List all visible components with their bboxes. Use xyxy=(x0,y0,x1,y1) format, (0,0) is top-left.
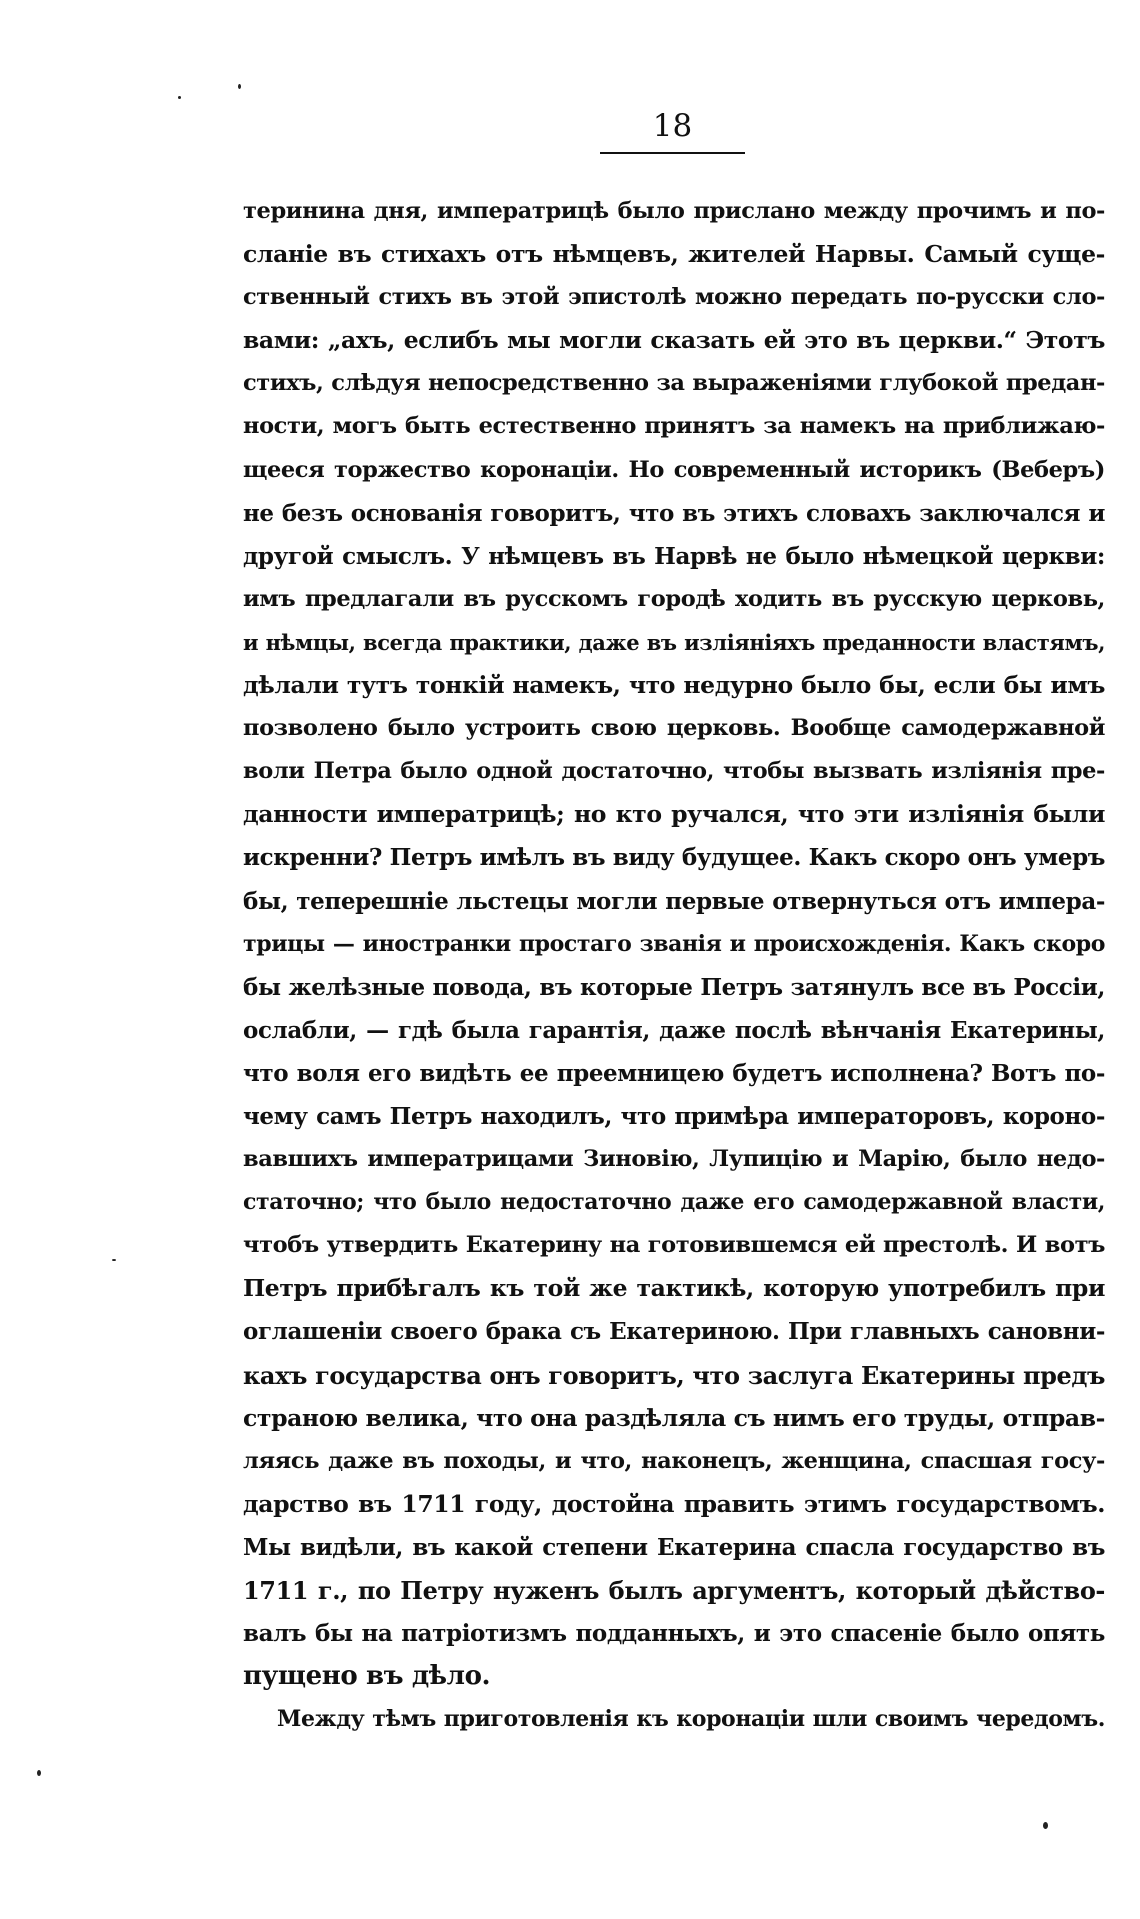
body-text xyxy=(243,190,1105,1741)
text-line: дѣлали тутъ тонкій намекъ, что недурно было бы, если бы имъ xyxy=(243,671,1105,700)
text-line: стихъ, слѣдуя непосредственно за выраженіями глубокой предан- xyxy=(243,370,1105,397)
paragraph xyxy=(243,1698,1105,1741)
text-line: Петръ прибѣгалъ къ той же тактикѣ, которую употребилъ при xyxy=(243,1274,1105,1303)
text-line: ственный стихъ въ этой эпистолѣ можно передать по-русски сло- xyxy=(243,284,1105,311)
text-line: ослабли, — гдѣ была гарантія, даже послѣ вѣнчанія Екатерины, xyxy=(243,1016,1105,1044)
text-line: Мы видѣли, въ какой степени Екатерина спасла государство въ xyxy=(243,1533,1105,1561)
text-line: страною велика, что она раздѣляла съ нимъ его труды, отправ- xyxy=(243,1403,1105,1432)
text-line: искренни? Петръ имѣлъ въ виду будущее. Какъ скоро онъ умеръ xyxy=(243,844,1105,872)
text-line: трицы — иностранки простаго званія и происхожденія. Какъ скоро xyxy=(243,930,1105,957)
scan-speck xyxy=(1043,1822,1048,1829)
text-line: сланіе въ стихахъ отъ нѣмцевъ, жителей Нарвы. Самый суще- xyxy=(243,240,1105,269)
text-line: дарство въ 1711 году, достойна править этимъ государствомъ. xyxy=(243,1489,1105,1518)
page-number: 18 xyxy=(652,108,693,144)
scan-speck xyxy=(178,96,181,99)
text-line: теринина дня, императрицѣ было прислано между прочимъ и по- xyxy=(243,198,1105,224)
text-line: данности императрицѣ; но кто ручался, что эти изліянія были xyxy=(243,800,1105,829)
text-line: что воля его видѣть ее преемницею будетъ исполнена? Вотъ по- xyxy=(243,1059,1105,1087)
text-line: бы желѣзные повода, въ которые Петръ затянулъ все въ Россіи, xyxy=(243,973,1105,1001)
text-line: вавшихъ императрицами Зиновію, Лупицію и Марію, было недо- xyxy=(243,1146,1105,1173)
scan-speck xyxy=(238,84,241,89)
text-line: чему самъ Петръ находилъ, что примѣра императоровъ, короно- xyxy=(243,1102,1105,1130)
text-line: статочно; что было недостаточно даже его самодержавной власти, xyxy=(243,1189,1105,1216)
header-rule xyxy=(600,152,745,154)
text-line: ляясь даже въ походы, и что, наконецъ, женщина, спасшая госу- xyxy=(243,1447,1105,1474)
text-line: воли Петра было одной достаточно, чтобы вызвать изліянія пре- xyxy=(243,758,1105,785)
scan-speck xyxy=(37,1770,41,1776)
text-line: оглашеніи своего брака съ Екатериною. При главныхъ сановни- xyxy=(243,1318,1105,1346)
text-line: пущено въ дѣло. xyxy=(243,1661,491,1692)
text-line: щееся торжество коронаціи. Но современный историкъ (Веберъ) xyxy=(243,456,1105,483)
text-line: бы, теперешніе льстецы могли первые отвернуться отъ импера- xyxy=(243,887,1105,915)
text-line: 1711 г., по Петру нуженъ былъ аргументъ, который дѣйство- xyxy=(243,1576,1105,1605)
text-line: валъ бы на патріотизмъ подданныхъ, и это спасеніе было опять xyxy=(243,1620,1105,1648)
scan-speck xyxy=(112,1259,116,1261)
text-line: позволено было устроить свою церковь. Вообще самодержавной xyxy=(243,715,1105,742)
text-line: чтобъ утвердить Екатерину на готовившемся ей престолѣ. И вотъ xyxy=(243,1232,1105,1259)
text-line: Между тѣмъ приготовленія къ коронаціи шли своимъ чередомъ. xyxy=(277,1706,1105,1733)
text-line: другой смыслъ. У нѣмцевъ въ Нарвѣ не было нѣмецкой церкви: xyxy=(243,542,1105,570)
paragraph xyxy=(243,190,1105,1698)
text-line: ности, могъ быть естественно принятъ за намекъ на приближаю- xyxy=(243,413,1105,440)
text-line: вами: „ахъ, еслибъ мы могли сказать ей это въ церкви.“ Этотъ xyxy=(243,326,1105,355)
text-line: и нѣмцы, всегда практики, даже въ изліяніяхъ преданности властямъ, xyxy=(243,629,1105,655)
text-line: имъ предлагали въ русскомъ городѣ ходить въ русскую церковь, xyxy=(243,585,1105,612)
text-line: кахъ государства онъ говоритъ, что заслуга Екатерины предъ xyxy=(243,1360,1105,1390)
text-line: не безъ основанія говоритъ, что въ этихъ словахъ заключался и xyxy=(243,499,1105,527)
